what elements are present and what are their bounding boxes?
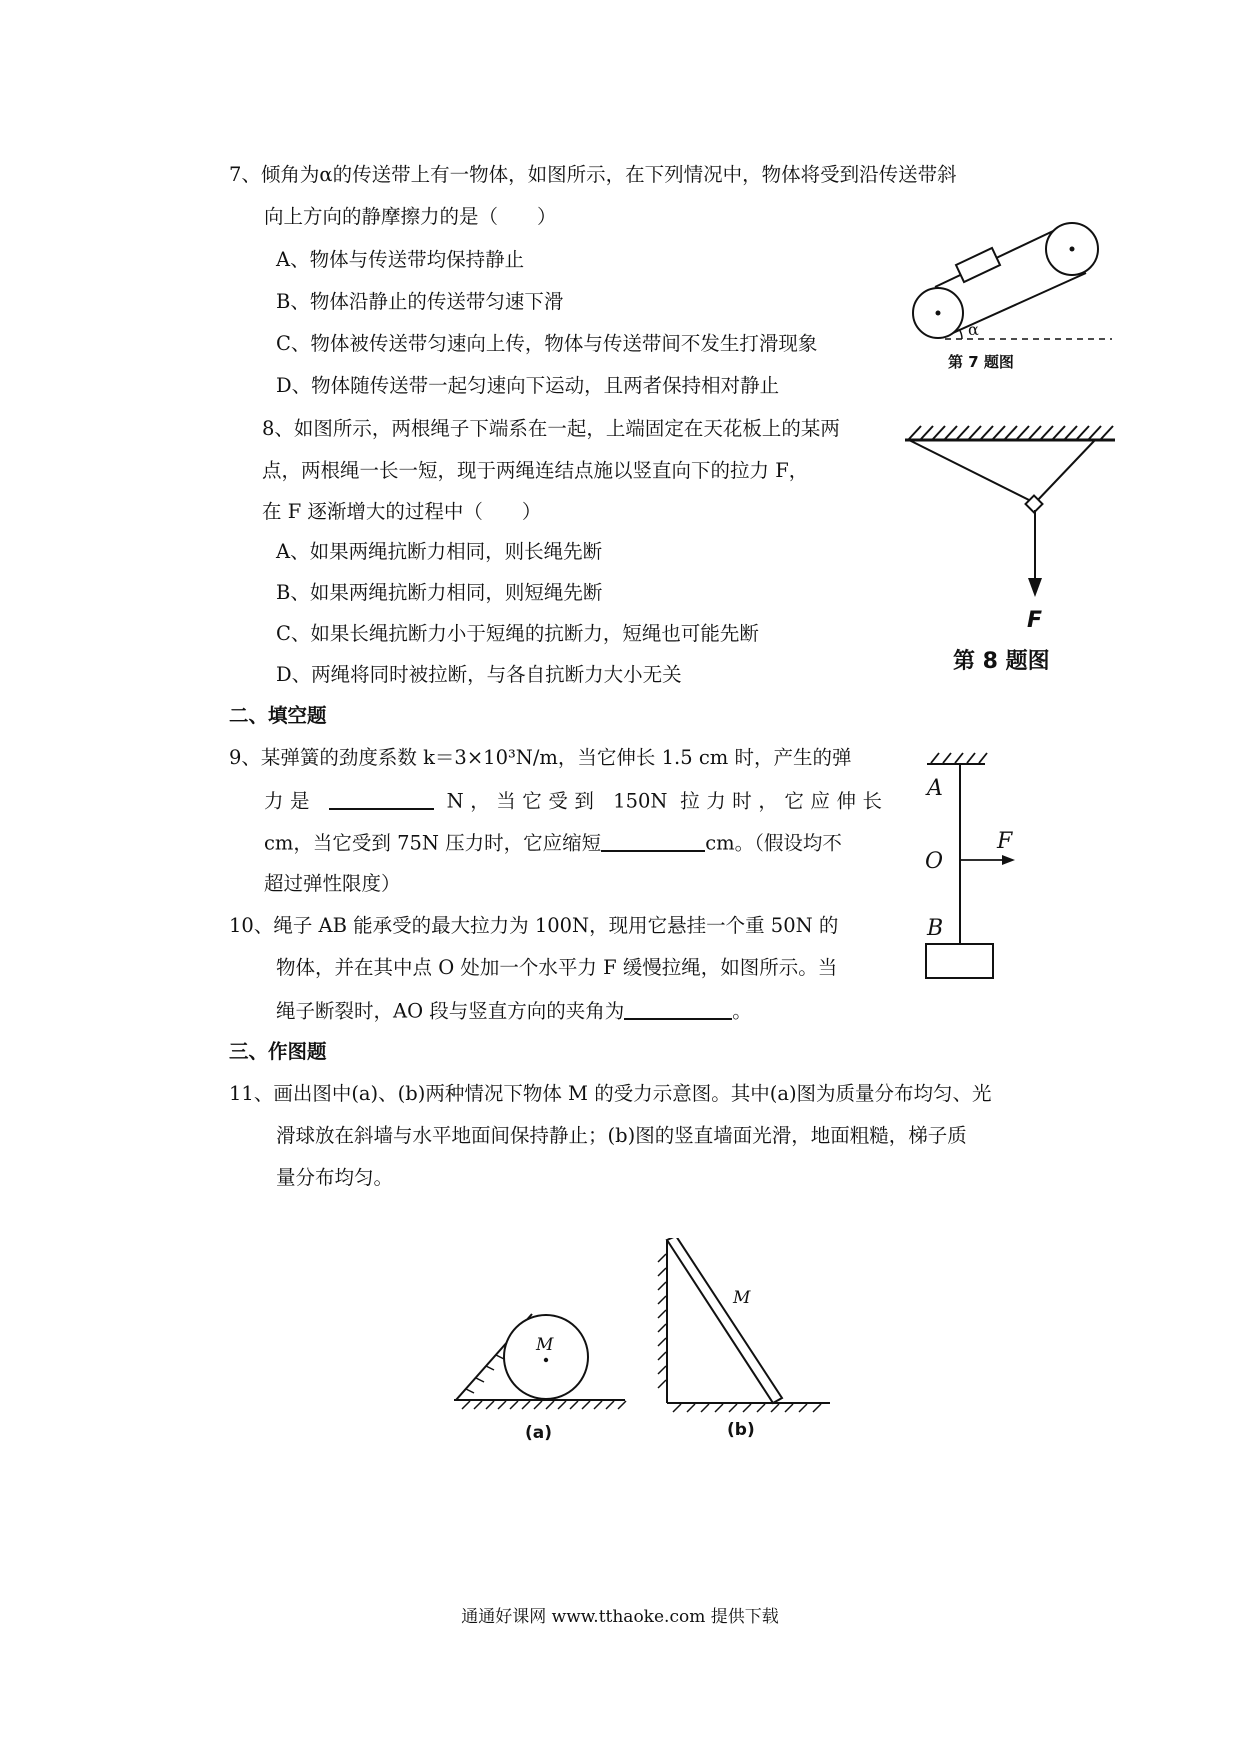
q9-text-d: cm。（假设均不: [705, 831, 842, 855]
q7-option-c: C、物体被传送带匀速向上传，物体与传送带间不发生打滑现象: [276, 332, 818, 355]
q10-label-f: F: [997, 829, 1013, 854]
q11-figure-b: [655, 1238, 835, 1438]
q10-stem-line1: 10、绳子 AB 能承受的最大拉力为 100N，现用它悬挂一个重 50N 的: [229, 914, 839, 937]
section-heading-drawing: 三、作图题: [229, 1040, 327, 1063]
q10-label-o: O: [925, 849, 944, 874]
q10-rope-figure: [915, 750, 1035, 985]
q7-option-d: D、物体随传送带一起匀速向下运动，且两者保持相对静止: [276, 374, 780, 397]
q11-figure-a: [450, 1310, 630, 1445]
q8-stem-line1: 8、如图所示，两根绳子下端系在一起，上端固定在天花板上的某两: [262, 417, 840, 440]
q8-option-d: D、两绳将同时被拉断，与各自抗断力大小无关: [276, 663, 682, 686]
q7-figure-caption: 第 7 题图: [948, 353, 1014, 371]
q9-blank-1[interactable]: [329, 788, 434, 810]
q9-stem-line3: [264, 830, 842, 855]
q10-stem-line3: [276, 998, 752, 1023]
q10-stem-line2: 物体，并在其中点 O 处加一个水平力 F 缓慢拉绳，如图所示。当: [276, 956, 838, 979]
q9-blank-3[interactable]: [601, 830, 705, 852]
q10-text-b: 。: [732, 999, 752, 1023]
q7-stem-line2: 向上方向的静摩擦力的是（ ）: [264, 205, 557, 228]
q10-label-b: B: [927, 916, 944, 941]
q10-label-a: A: [927, 776, 943, 801]
q9-text-c: cm，当它受到 75N 压力时，它应缩短: [264, 831, 602, 855]
q8-option-a: A、如果两绳抗断力相同，则长绳先断: [276, 540, 603, 563]
q11-stem-line2: 滑球放在斜墙与水平地面间保持静止；(b)图的竖直墙面光滑，地面粗糙，梯子质: [276, 1124, 967, 1147]
page-footer: 通通好课网 www.tthaoke.com 提供下载: [461, 1607, 779, 1627]
q7-option-a: A、物体与传送带均保持静止: [276, 248, 525, 271]
section-heading-fill-in: 二、填空题: [229, 704, 327, 727]
q8-stem-line3: 在 F 逐渐增大的过程中（ ）: [262, 500, 542, 523]
q11b-label-m: M: [733, 1288, 751, 1308]
q7-conveyor-figure: [900, 215, 1120, 380]
q9-stem-line1: 9、某弹簧的劲度系数 k＝3×10³N/m，当它伸长 1.5 cm 时，产生的弹: [229, 746, 852, 769]
q10-blank[interactable]: [624, 998, 732, 1020]
q8-option-b: B、如果两绳抗断力相同，则短绳先断: [276, 581, 603, 604]
q11-stem-line3: 量分布均匀。: [276, 1166, 394, 1189]
q10-text-a: 绳子断裂时，AO 段与竖直方向的夹角为: [276, 999, 625, 1023]
q9-stem-line2: [264, 788, 882, 813]
q8-force-label: F: [1027, 608, 1043, 633]
q11a-label-m: M: [536, 1335, 554, 1355]
q9-text-a: 力是: [264, 789, 317, 813]
q9-text-b: N，当它受到 150N 拉力时，它应伸长: [446, 789, 882, 813]
q7-option-b: B、物体沿静止的传送带匀速下滑: [276, 290, 564, 313]
q7-angle-label: α: [968, 320, 979, 339]
q8-stem-line2: 点，两根绳一长一短，现于两绳连结点施以竖直向下的拉力 F，: [262, 459, 809, 482]
q11-stem-line1: 11、画出图中(a)、(b)两种情况下物体 M 的受力示意图。其中(a)图为质量分布均匀、光: [229, 1082, 992, 1105]
q8-option-c: C、如果长绳抗断力小于短绳的抗断力，短绳也可能先断: [276, 622, 759, 645]
q8-ropes-figure: [895, 420, 1125, 680]
q7-stem-line1: 7、倾角为α的传送带上有一物体，如图所示，在下列情况中，物体将受到沿传送带斜: [229, 163, 957, 186]
q11a-caption: (a): [525, 1423, 553, 1443]
q9-stem-line4: 超过弹性限度）: [264, 872, 401, 895]
q11b-caption: (b): [727, 1420, 755, 1438]
q8-figure-caption: 第 8 题图: [953, 649, 1050, 674]
